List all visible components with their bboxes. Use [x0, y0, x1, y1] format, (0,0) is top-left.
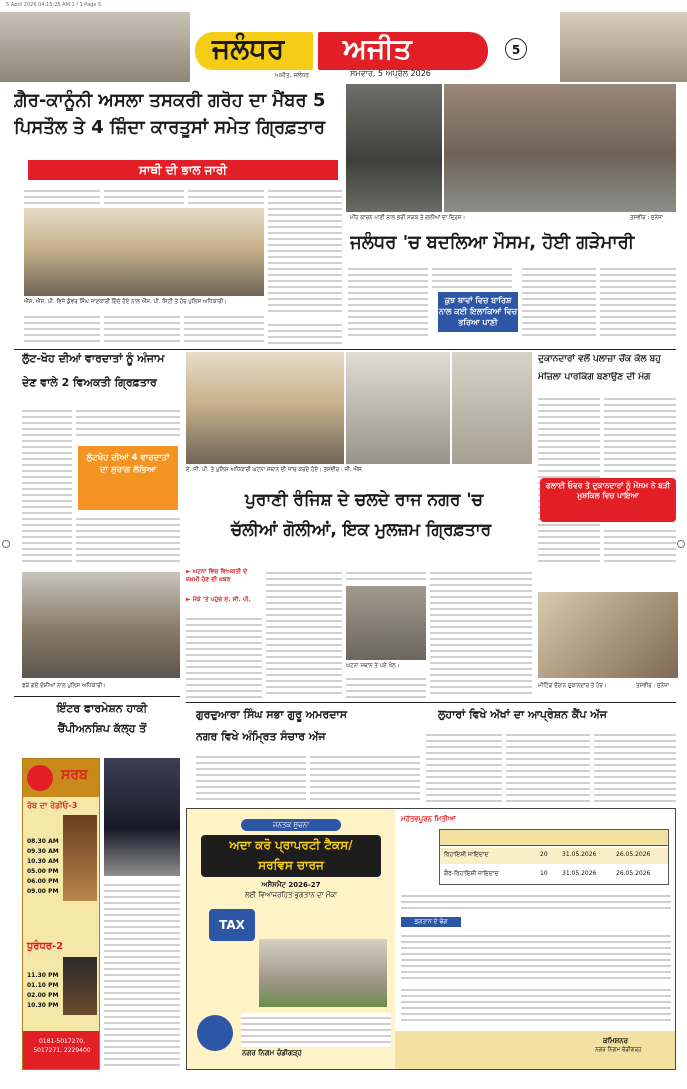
story4-headline-1: ਪੁਰਾਣੀ ਰੰਜਿਸ਼ ਦੇ ਚਲਦੇ ਰਾਜ ਨਗਰ 'ਚ — [244, 490, 484, 510]
story1-text-bottom1 — [24, 312, 100, 346]
story5-text-col2 — [604, 394, 676, 474]
story8-headline-2: ਚੈਂਪੀਅਨਸ਼ਿਪ ਕੱਲ੍ਹ ਤੋਂ — [57, 722, 147, 735]
story5-headline-1: ਦੁਕਾਨਦਾਰਾਂ ਵਲੋਂ ਪਲਾਜ਼ਾ ਚੌਂਕ ਕੋਲ ਬਹੁ — [538, 354, 661, 364]
story3-callout-text: ਲੁੱਟਖੋਹ ਦੀਆਂ 4 ਵਾਰਦਾਤਾਂ ਦਾ ਸੁਰਾਗ ਲੱਭਿਆ — [86, 453, 170, 475]
ad-table-cell: 20 — [540, 851, 548, 858]
cinema-time: 10.30 PM — [27, 1002, 59, 1009]
story4-text-col2 — [266, 568, 342, 698]
ad-table-head — [440, 830, 668, 846]
story4-bullets — [186, 568, 262, 608]
story2-text-col3 — [522, 264, 596, 340]
story2-headline: ਜਲੰਧਰ 'ਚ ਬਦਲਿਆ ਮੌਸਮ, ਹੋਈ ਗੜੇਮਾਰੀ — [350, 232, 635, 253]
story4-text-col1 — [186, 614, 262, 700]
ad-table-cell: 26.05.2026 — [616, 851, 651, 858]
story8-headline-1: ਇੰਟਰ ਫਾਰਮੇਸ਼ਨ ਹਾਕੀ — [56, 702, 148, 715]
story1-text-col4 — [268, 186, 342, 316]
ad-table-cell: 31.05.2026 — [562, 851, 597, 858]
masthead-title-left: ਜਲੰਧਰ — [212, 32, 285, 65]
story2-text-col4 — [600, 264, 676, 340]
story1-text-bottom3 — [184, 312, 264, 346]
story1-text-col2 — [104, 186, 184, 204]
story4-headline-2: ਚੱਲੀਆਂ ਗੋਲੀਆਂ, ਇਕ ਮੁਲਜ਼ਮ ਗ੍ਰਿਫ਼ਤਾਰ — [230, 520, 492, 540]
story4-text-col3 — [346, 568, 426, 584]
ad-table-cell: ਗੈਰ-ਰਿਹਾਇਸ਼ੀ ਜਾਇਦਾਦ — [444, 870, 499, 877]
masthead-photo-left — [0, 12, 190, 82]
section-divider-1 — [14, 349, 676, 350]
cinema-time: 05.00 PM — [27, 868, 59, 875]
story1-headline-2: ਪਿਸਤੌਲ ਤੇ 4 ਜ਼ਿੰਦਾ ਕਾਰਤੂਸਾਂ ਸਮੇਤ ਗ੍ਰਿਫ਼ਤਾਰ — [14, 117, 325, 138]
print-info: 5 April 2026 04:15:25 AM 1 / 1 Page 5 — [6, 2, 102, 8]
cinema-times-1 — [27, 837, 63, 897]
masthead-title-right: ਅਜੀਤ — [343, 32, 412, 65]
story2-photo-right — [444, 84, 676, 212]
masthead-sub-left: ਅਜੀਤ, ਜਲੰਧਰ — [275, 72, 310, 79]
story3-headline-1: ਲੁੱਟ-ਖੋਹ ਦੀਆਂ ਵਾਰਦਾਤਾਂ ਨੂੰ ਅੰਜਾਮ — [22, 352, 165, 365]
story2-photo-left — [346, 84, 442, 212]
story4-photo-2 — [346, 352, 450, 464]
section-divider-2 — [186, 702, 676, 703]
story5-text-col3 — [604, 526, 676, 564]
story3-caption: ਫੜੇ ਗਏ ਦੋਸ਼ੀਆਂ ਨਾਲ ਪੁਲਿਸ ਅਧਿਕਾਰੀ। — [22, 683, 106, 689]
ad-bottom-right: ਕਮਿਸ਼ਨਰ — [603, 1037, 629, 1045]
ad-logo-emblem — [197, 1015, 233, 1051]
ad-left-text — [241, 1013, 391, 1047]
ad-tax-logo — [209, 909, 255, 941]
story3-text-col2 — [76, 406, 180, 436]
ad-right-text-3 — [401, 985, 671, 1025]
ad-table-cell: 26.05.2026 — [616, 870, 651, 877]
story2-text-col1 — [348, 264, 428, 340]
cinema-times-2 — [27, 971, 63, 1011]
cinema-time: 08.30 AM — [27, 838, 59, 845]
story5-callout — [540, 478, 676, 522]
story5-callout-text: ਫਲਾਈ ਓਵਰ ਤੇ ਦੁਕਾਨਦਾਰਾਂ ਨੂੰ ਮੌਸਮ ਨੇ ਬੜੀ ਮੁਸ਼ਕਿਲ ਵਿਚ ਪਾਇਆ — [546, 481, 670, 500]
cinema-ad — [22, 758, 100, 1070]
ad-steps-heading: ਭੁਗਤਾਨ ਦੇ ਢੰਗ — [401, 917, 461, 927]
story4-bullet-2: ► ਮੌਕੇ 'ਤੇ ਪਹੁੰਚੇ ਏ. ਸੀ. ਪੀ. — [186, 596, 251, 603]
story6-text-col2 — [310, 752, 420, 802]
story1-text-bottom2 — [104, 312, 180, 346]
section-divider-3 — [14, 696, 180, 697]
story6-text-col1 — [196, 752, 306, 802]
ad-sub: ਲਈ ਵਿਆਜਰਹਿਤ ਭੁਗਤਾਨ ਦਾ ਮੌਕਾ — [244, 891, 338, 899]
story2-photo-caption: ਮੀਂਹ ਕਾਰਨ ਪਾਣੀ ਨਾਲ ਭਰੀ ਸੜਕ ਤੇ ਗਲੀਆਂ ਦਾ ਦ੍ਰਿਸ਼। — [350, 215, 466, 221]
page-number-badge — [505, 38, 527, 60]
ad-year: ਅਸੈਸਮੈਂਟ 2026-27 — [261, 881, 321, 889]
story2-credit: ਤਸਵੀਰ : ਜੁਨੇਜਾ — [630, 215, 664, 221]
masthead-photo-right — [560, 12, 687, 82]
story4-photo-4 — [346, 586, 426, 660]
story1-text-col1 — [24, 186, 100, 204]
cinema-time: 10.30 AM — [27, 858, 59, 865]
story1-kicker-text: ਸਾਥੀ ਦੀ ਭਾਲ ਜਾਰੀ — [139, 163, 227, 177]
story7-headline: ਲੁਹਾਰਾਂ ਵਿਖੇ ਅੱਖਾਂ ਦਾ ਆਪ੍ਰੇਸ਼ਨ ਕੈਂਪ ਅੱਜ — [438, 708, 607, 721]
story4-text-col5 — [430, 568, 532, 698]
cinema-poster-1 — [63, 815, 97, 901]
cinema-time: 01.10 PM — [27, 982, 59, 989]
story5-photo — [538, 592, 678, 678]
story7-text-col3 — [594, 730, 676, 802]
cinema-phones: 0181-5017270, 5017271, 2229400 — [23, 1031, 100, 1070]
story3-headline-2: ਦੇਣ ਵਾਲੇ 2 ਵਿਅਕਤੀ ਗ੍ਰਿਫ਼ਤਾਰ — [22, 376, 157, 389]
story2-callout-text: ਕੁਝ ਥਾਵਾਂ ਵਿਚ ਬਾਰਿਸ਼ ਨਾਲ ਕਈ ਇਲਾਕਿਆਂ ਵਿਚ ਭਰਿਆ ਪਾਣੀ — [438, 296, 518, 327]
story3-text-col1 — [22, 406, 72, 564]
ad-right-heading: ਮਹੱਤਵਪੂਰਨ ਮਿਤੀਆਂ — [401, 815, 456, 823]
ad-title-banner — [201, 835, 381, 877]
ad-table — [439, 829, 669, 885]
govt-ad — [186, 808, 676, 1070]
ad-building-photo — [259, 939, 387, 1007]
ad-right-text-2 — [401, 931, 671, 979]
story4-text-col4 — [346, 674, 426, 700]
story3-text-col3 — [76, 514, 180, 564]
ad-table-row — [440, 866, 668, 884]
ad-table-cell: 10 — [540, 870, 548, 877]
story5-caption: ਮੀਟਿੰਗ ਦੌਰਾਨ ਦੁਕਾਨਦਾਰ ਤੇ ਹੋਰ। — [538, 683, 607, 689]
story4-photo-3 — [452, 352, 532, 464]
story4-photo-caption: ਏ. ਸੀ. ਪੀ. ਤੇ ਪੁਲਿਸ ਅਧਿਕਾਰੀ ਘਟਨਾ ਸਥਾਨ ਦੀ ਜਾਂਚ ਕਰਦੇ ਹੋਏ। ਤਸਵੀਰ : ਜੀ. ਐੱਸ. — [186, 467, 364, 473]
cinema-brand: ਸਰਬ — [61, 767, 88, 783]
ad-title-1: ਅਦਾ ਕਰੋ ਪ੍ਰਾਪਰਟੀ ਟੈਕਸ/ — [229, 838, 353, 852]
story4-bullet-1: ► ਘਟਨਾ ਵਿਚ ਵਿਅਕਤੀ ਦੇ ਜ਼ਖ਼ਮੀ ਹੋਣ ਦੀ ਖ਼ਬਰ — [186, 568, 248, 583]
cinema-movie-2: ਧੁਰੰਧਰ-2 — [27, 941, 64, 952]
cinema-time: 02.00 PM — [27, 992, 59, 999]
story1-photo — [24, 208, 264, 296]
story5-headline-2: ਮੰਜ਼ਿਲਾ ਪਾਰਕਿੰਗ ਬਣਾਉਣ ਦੀ ਮੰਗ — [538, 372, 651, 382]
story1-text-bottom4 — [268, 320, 342, 346]
registration-mark-left — [2, 540, 10, 548]
ad-table-cell: 31.05.2026 — [562, 870, 597, 877]
cinema-time: 09.00 PM — [27, 888, 59, 895]
story2-callout — [438, 292, 518, 332]
story4-photo-1 — [186, 352, 344, 464]
story1-caption: ਐੱਸ. ਐੱਸ. ਪੀ. ਵਿਜੇ ਕੁੰਵਰ ਸਿੰਘ ਜਾਣਕਾਰੀ ਦਿੰਦੇ ਹੋਏ ਨਾਲ ਐੱਸ. ਪੀ. ਸਿਟੀ ਤੇ ਹੋਰ ਪੁਲਿਸ ਅਧਿਕਾਰੀ। — [24, 299, 227, 305]
cinema-poster-2 — [63, 957, 97, 1015]
masthead-date: ਸੋਮਵਾਰ, 5 ਅਪ੍ਰੈਲ 2026 — [350, 69, 431, 78]
ad-title-2: ਸਰਵਿਸ ਚਾਰਜ — [258, 858, 324, 872]
story6-headline-1: ਗੁਰਦੁਆਰਾ ਸਿੰਘ ਸਭਾ ਗੁਰੂ ਅਮਰਦਾਸ — [196, 708, 348, 721]
story4-photo2-caption: ਘਟਨਾ ਸਥਾਨ ਤੇ ਪਏ ਖੋਲ। — [346, 663, 400, 669]
ad-notice: ਜਨਤਕ ਸੂਚਨਾ — [241, 819, 341, 831]
story3-callout — [78, 446, 178, 510]
ad-table-cell: ਰਿਹਾਇਸ਼ੀ ਜਾਇਦਾਦ — [444, 851, 489, 858]
ad-tax-logo-text: TAX — [219, 918, 245, 932]
cinema-time: 09.30 AM — [27, 848, 59, 855]
story6-headline-2: ਨਗਰ ਵਿਖੇ ਅੰਮ੍ਰਿਤ ਸੰਚਾਰ ਅੱਜ — [196, 730, 326, 743]
page-number: 5 — [511, 43, 521, 57]
story1-kicker — [28, 160, 338, 180]
registration-mark-right — [677, 540, 685, 548]
story1-headline-1: ਗ਼ੈਰ-ਕਾਨੂੰਨੀ ਅਸਲਾ ਤਸਕਰੀ ਗਰੋਹ ਦਾ ਮੈਂਬਰ 5 — [14, 90, 326, 111]
masthead — [190, 30, 560, 79]
story8-photo — [104, 758, 180, 876]
story2-text-col2 — [432, 264, 512, 290]
story3-photo — [22, 572, 180, 678]
story4-bullet-2-text: ਮੌਕੇ 'ਤੇ ਪਹੁੰਚੇ ਏ. ਸੀ. ਪੀ. — [192, 596, 251, 603]
story8-text — [104, 880, 180, 1066]
story1-text-col3 — [188, 186, 264, 204]
cinema-time: 06.00 PM — [27, 878, 59, 885]
ad-table-row — [440, 848, 668, 864]
story7-text-col2 — [506, 730, 590, 802]
story7-text-col1 — [426, 730, 502, 802]
ad-right-text-1 — [401, 891, 671, 913]
story4-bullet-1-text: ਘਟਨਾ ਵਿਚ ਵਿਅਕਤੀ ਦੇ ਜ਼ਖ਼ਮੀ ਹੋਣ ਦੀ ਖ਼ਬਰ — [186, 568, 248, 583]
ad-bottom-right-2: ਨਗਰ ਨਿਗਮ ਚੰਡੀਗੜ੍ਹ — [595, 1047, 642, 1053]
ad-org: ਨਗਰ ਨਿਗਮ ਚੰਡੀਗੜ੍ਹ — [242, 1049, 302, 1057]
cinema-time: 11.30 PM — [27, 972, 59, 979]
story5-credit: ਤਸਵੀਰ : ਜੁਨੇਜਾ — [636, 683, 670, 689]
cinema-movie-1: ਰੱਬ ਦਾ ਰੇਡੀਓ-3 — [27, 801, 78, 810]
cinema-logo-icon — [27, 765, 53, 791]
